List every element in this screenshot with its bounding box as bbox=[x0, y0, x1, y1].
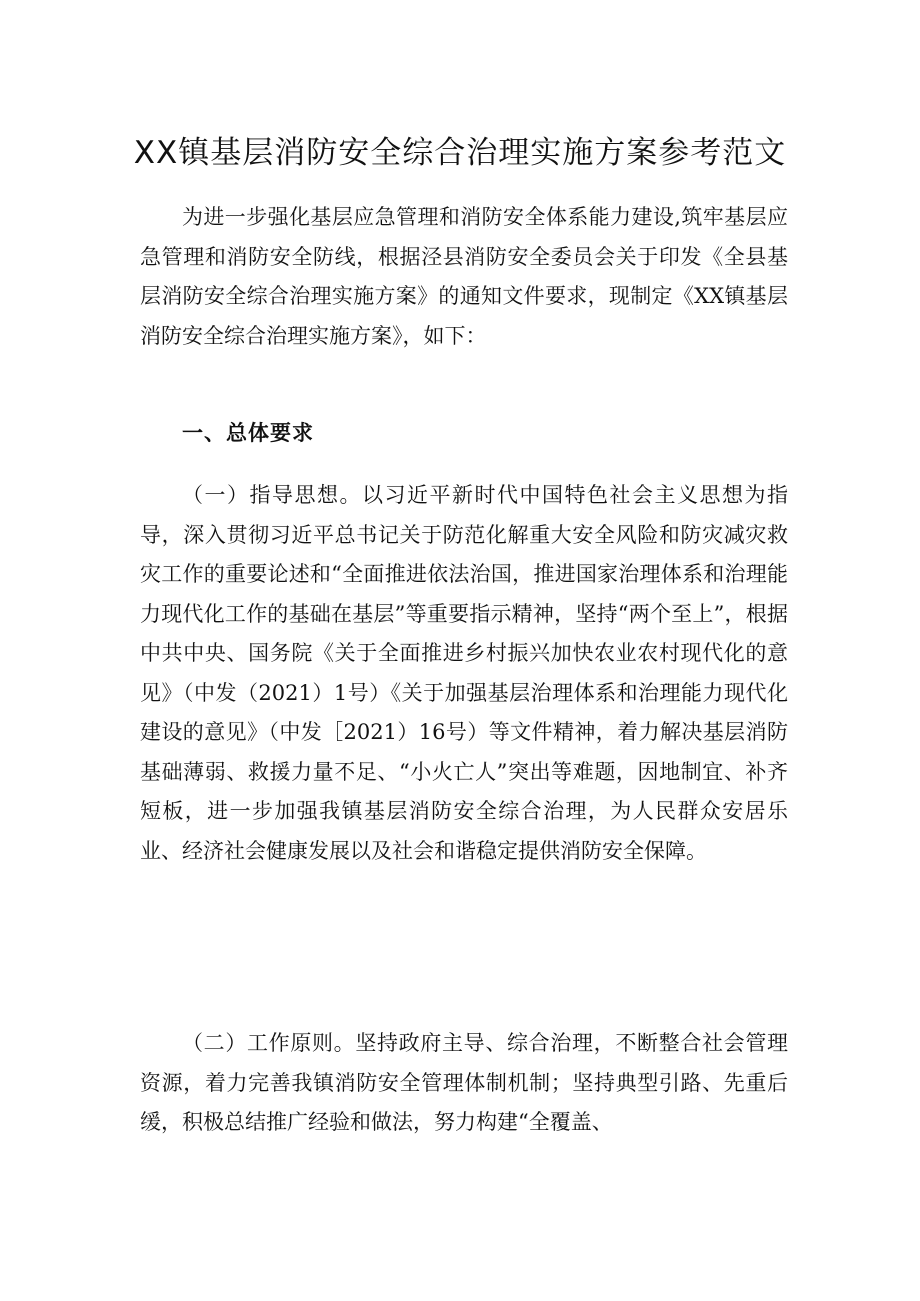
section-heading-general-requirements: 一、总体要求 bbox=[182, 421, 314, 445]
document-title: XX镇基层消防安全综合治理实施方案参考范文 bbox=[133, 135, 787, 171]
intro-paragraph: 为进一步强化基层应急管理和消防安全体系能力建设,筑牢基层应急管理和消防安全防线，根据泾县消防安全委员会关于印发《全县基层消防安全综合治理实施方案》的通知文件要求，现制定《XX镇基层消防安全综合治理实施方案》，如下： bbox=[140, 205, 788, 348]
work-principles-paragraph: （二）工作原则。坚持政府主导、综合治理，不断整合社会管理资源，着力完善我镇消防安全管理体制机制；坚持典型引路、先重后缓，积极总结推广经验和做法，努力构建“全覆盖、 bbox=[140, 1031, 788, 1134]
guiding-ideology-paragraph: （一）指导思想。以习近平新时代中国特色社会主义思想为指导，深入贯彻习近平总书记关于防范化解重大安全风险和防灾减灾救灾工作的重要论述和“全面推进依法治国，推进国家治理体系和治理能力现代化工作的基础在基层”等重要指示精神，坚持“两个至上”，根据中共中央、国务院《关于全面推进乡村振兴加快农业农村现代化的意见》（中发（2021）1号）《关于加强基层治理体系和治理能力现代化建设的意见》（中发［2021）16号）等文件精神，着力解决基层消防基础薄弱、救援力量不足、“小火亡人”突出等难题，因地制宜、补齐短板，进一步加强我镇基层消防安全综合治理，为人民群众安居乐业、经济社会健康发展以及社会和谐稳定提供消防安全保障。 bbox=[140, 483, 788, 863]
